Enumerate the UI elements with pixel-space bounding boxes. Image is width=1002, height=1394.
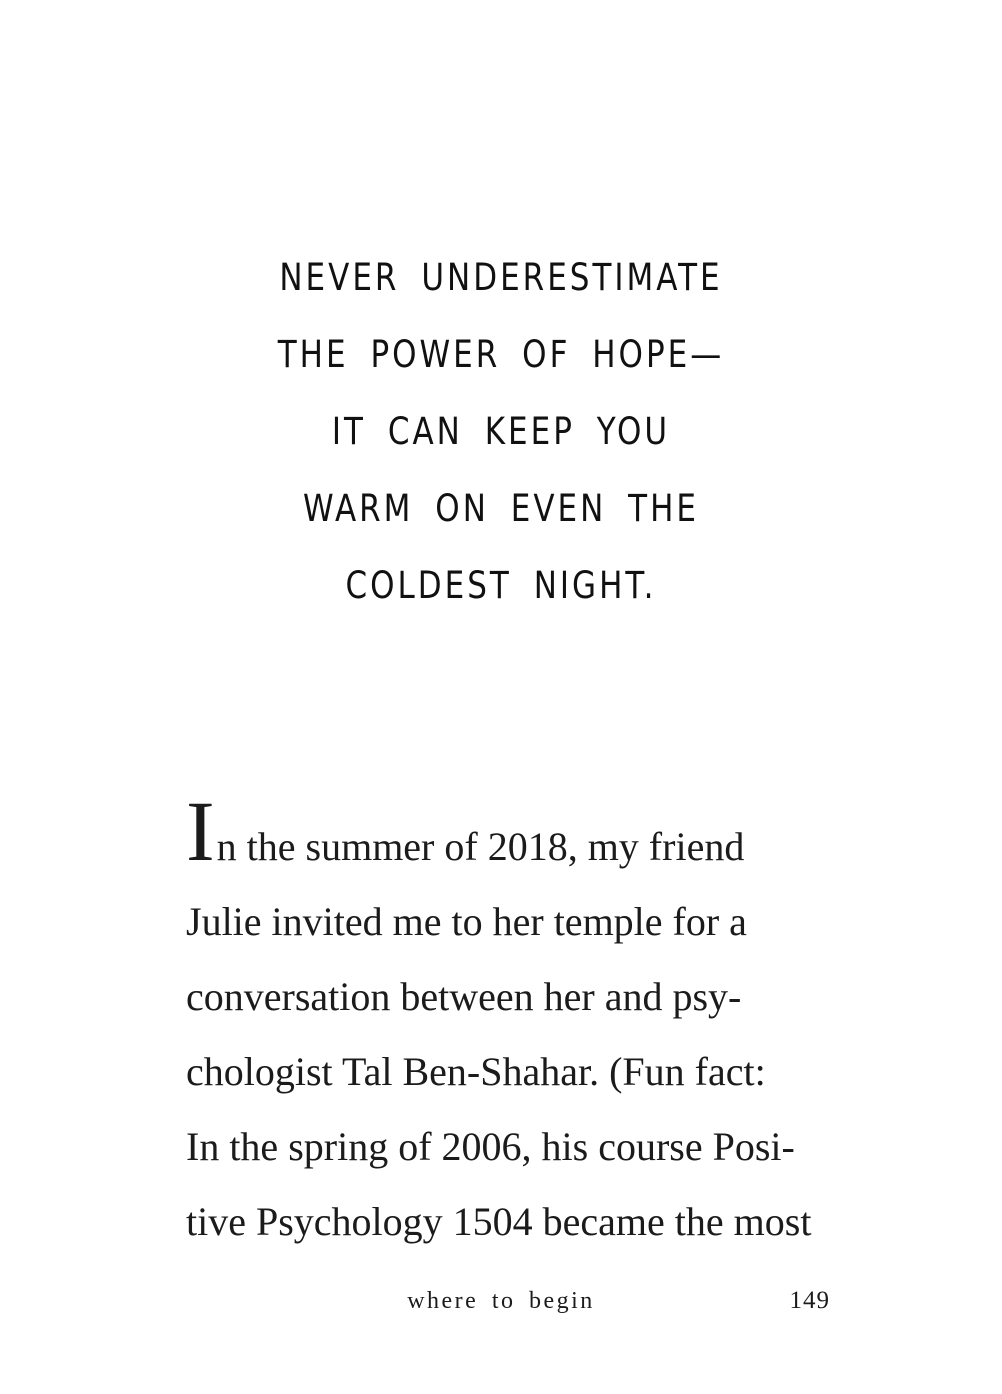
body-line-6: tive Psychology 1504 became the most [186,1199,812,1244]
body-line-5: In the spring of 2006, his course Posi- [186,1124,795,1169]
quote-line-2: THE POWER OF HOPE— [277,332,725,377]
quote-line-4: WARM ON EVEN THE [302,486,699,531]
epigraph-quote [0,240,1002,625]
running-title: where to begin [407,1288,595,1314]
body-paragraph [186,783,866,1259]
page-footer [0,1288,1002,1315]
body-line-4: chologist Tal Ben-Shahar. (Fun fact: [186,1049,766,1094]
body-line-1-text: n the summer of 2018, my friend [216,824,745,869]
quote-line-5: COLDEST NIGHT. [345,563,657,608]
body-line-2: Julie invited me to her temple for a [186,899,747,944]
body-line-3: conversation between her and psy- [186,974,742,1019]
raised-initial-cap: I [186,783,215,879]
quote-line-1: NEVER UNDERESTIMATE [279,255,723,300]
quote-line-3: IT CAN KEEP YOU [331,409,671,454]
page-number: 149 [789,1287,830,1314]
body-line-1 [186,783,866,884]
